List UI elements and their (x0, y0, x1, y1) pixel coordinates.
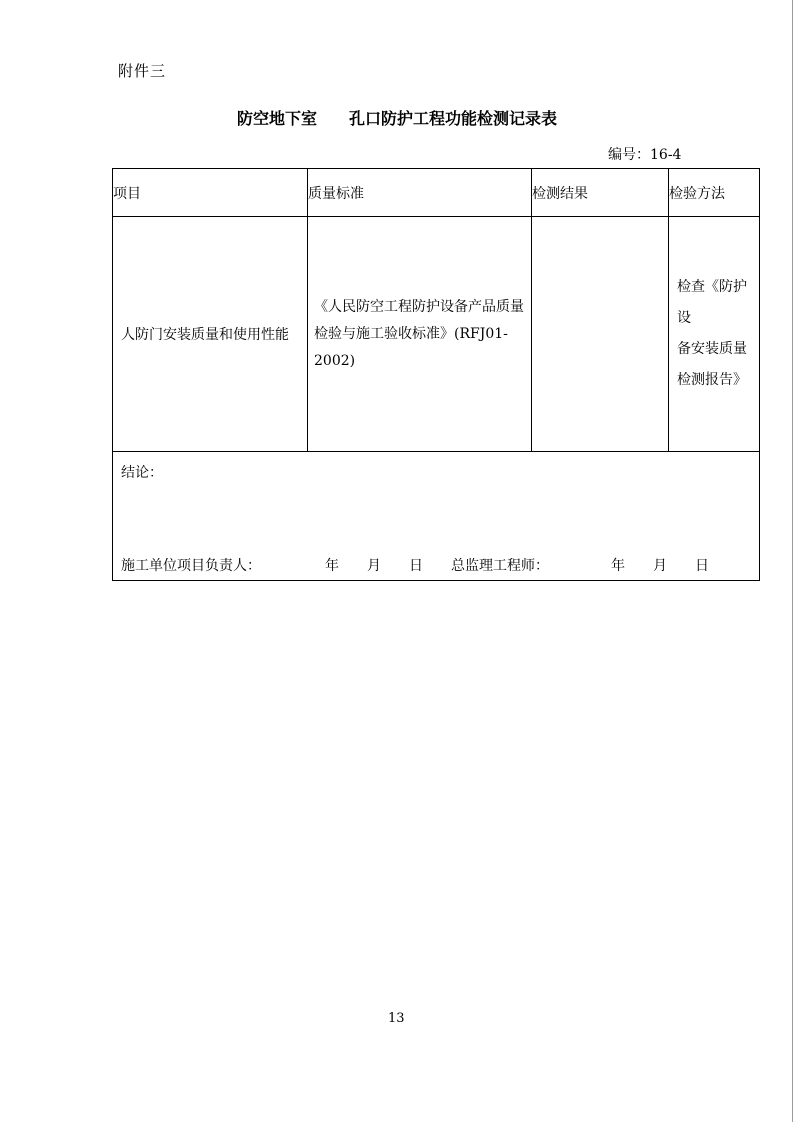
cell-standard (308, 217, 532, 452)
table-header-row (113, 169, 760, 217)
attachment-label: 附件三 (118, 62, 167, 80)
conclusion-label: 结论： (121, 465, 163, 481)
conclusion-row (113, 452, 760, 581)
standard-line1: 《人民防空工程防护设备产品质量 (314, 298, 524, 315)
supervisor-label: 总监理工程师： (451, 558, 549, 574)
supervisor-month: 月 (653, 558, 667, 574)
cell-result[interactable] (532, 217, 669, 452)
cell-item: 人防门安装质量和使用性能 (113, 217, 308, 452)
contractor-day: 日 (409, 558, 423, 574)
signature-line (121, 555, 715, 575)
title-part2: 孔口防护工程功能检测记录表 (349, 109, 558, 128)
supervisor-day: 日 (695, 558, 709, 574)
title-part1: 防空地下室 (237, 109, 318, 128)
inspection-table (112, 168, 760, 581)
header-item: 项目 (113, 169, 308, 217)
contractor-month: 月 (367, 558, 381, 574)
document-title (237, 106, 557, 129)
supervisor-year: 年 (611, 558, 625, 574)
document-code: 编号：16-4 (608, 147, 682, 163)
cell-method (669, 217, 760, 452)
method-line1: 检查《防护设 (677, 279, 747, 326)
contractor-label: 施工单位项目负责人： (121, 558, 261, 574)
table-row (113, 217, 760, 452)
page-number: 13 (388, 1011, 405, 1026)
header-method: 检验方法 (669, 169, 760, 217)
header-standard: 质量标准 (308, 169, 532, 217)
contractor-year: 年 (325, 558, 339, 574)
conclusion-cell[interactable] (113, 452, 760, 581)
method-line3: 检测报告》 (677, 372, 747, 388)
standard-line2: 检验与施工验收标准》(RFJ01-2002) (314, 325, 508, 369)
header-result: 检测结果 (532, 169, 669, 217)
method-line2: 备安装质量 (677, 341, 747, 357)
